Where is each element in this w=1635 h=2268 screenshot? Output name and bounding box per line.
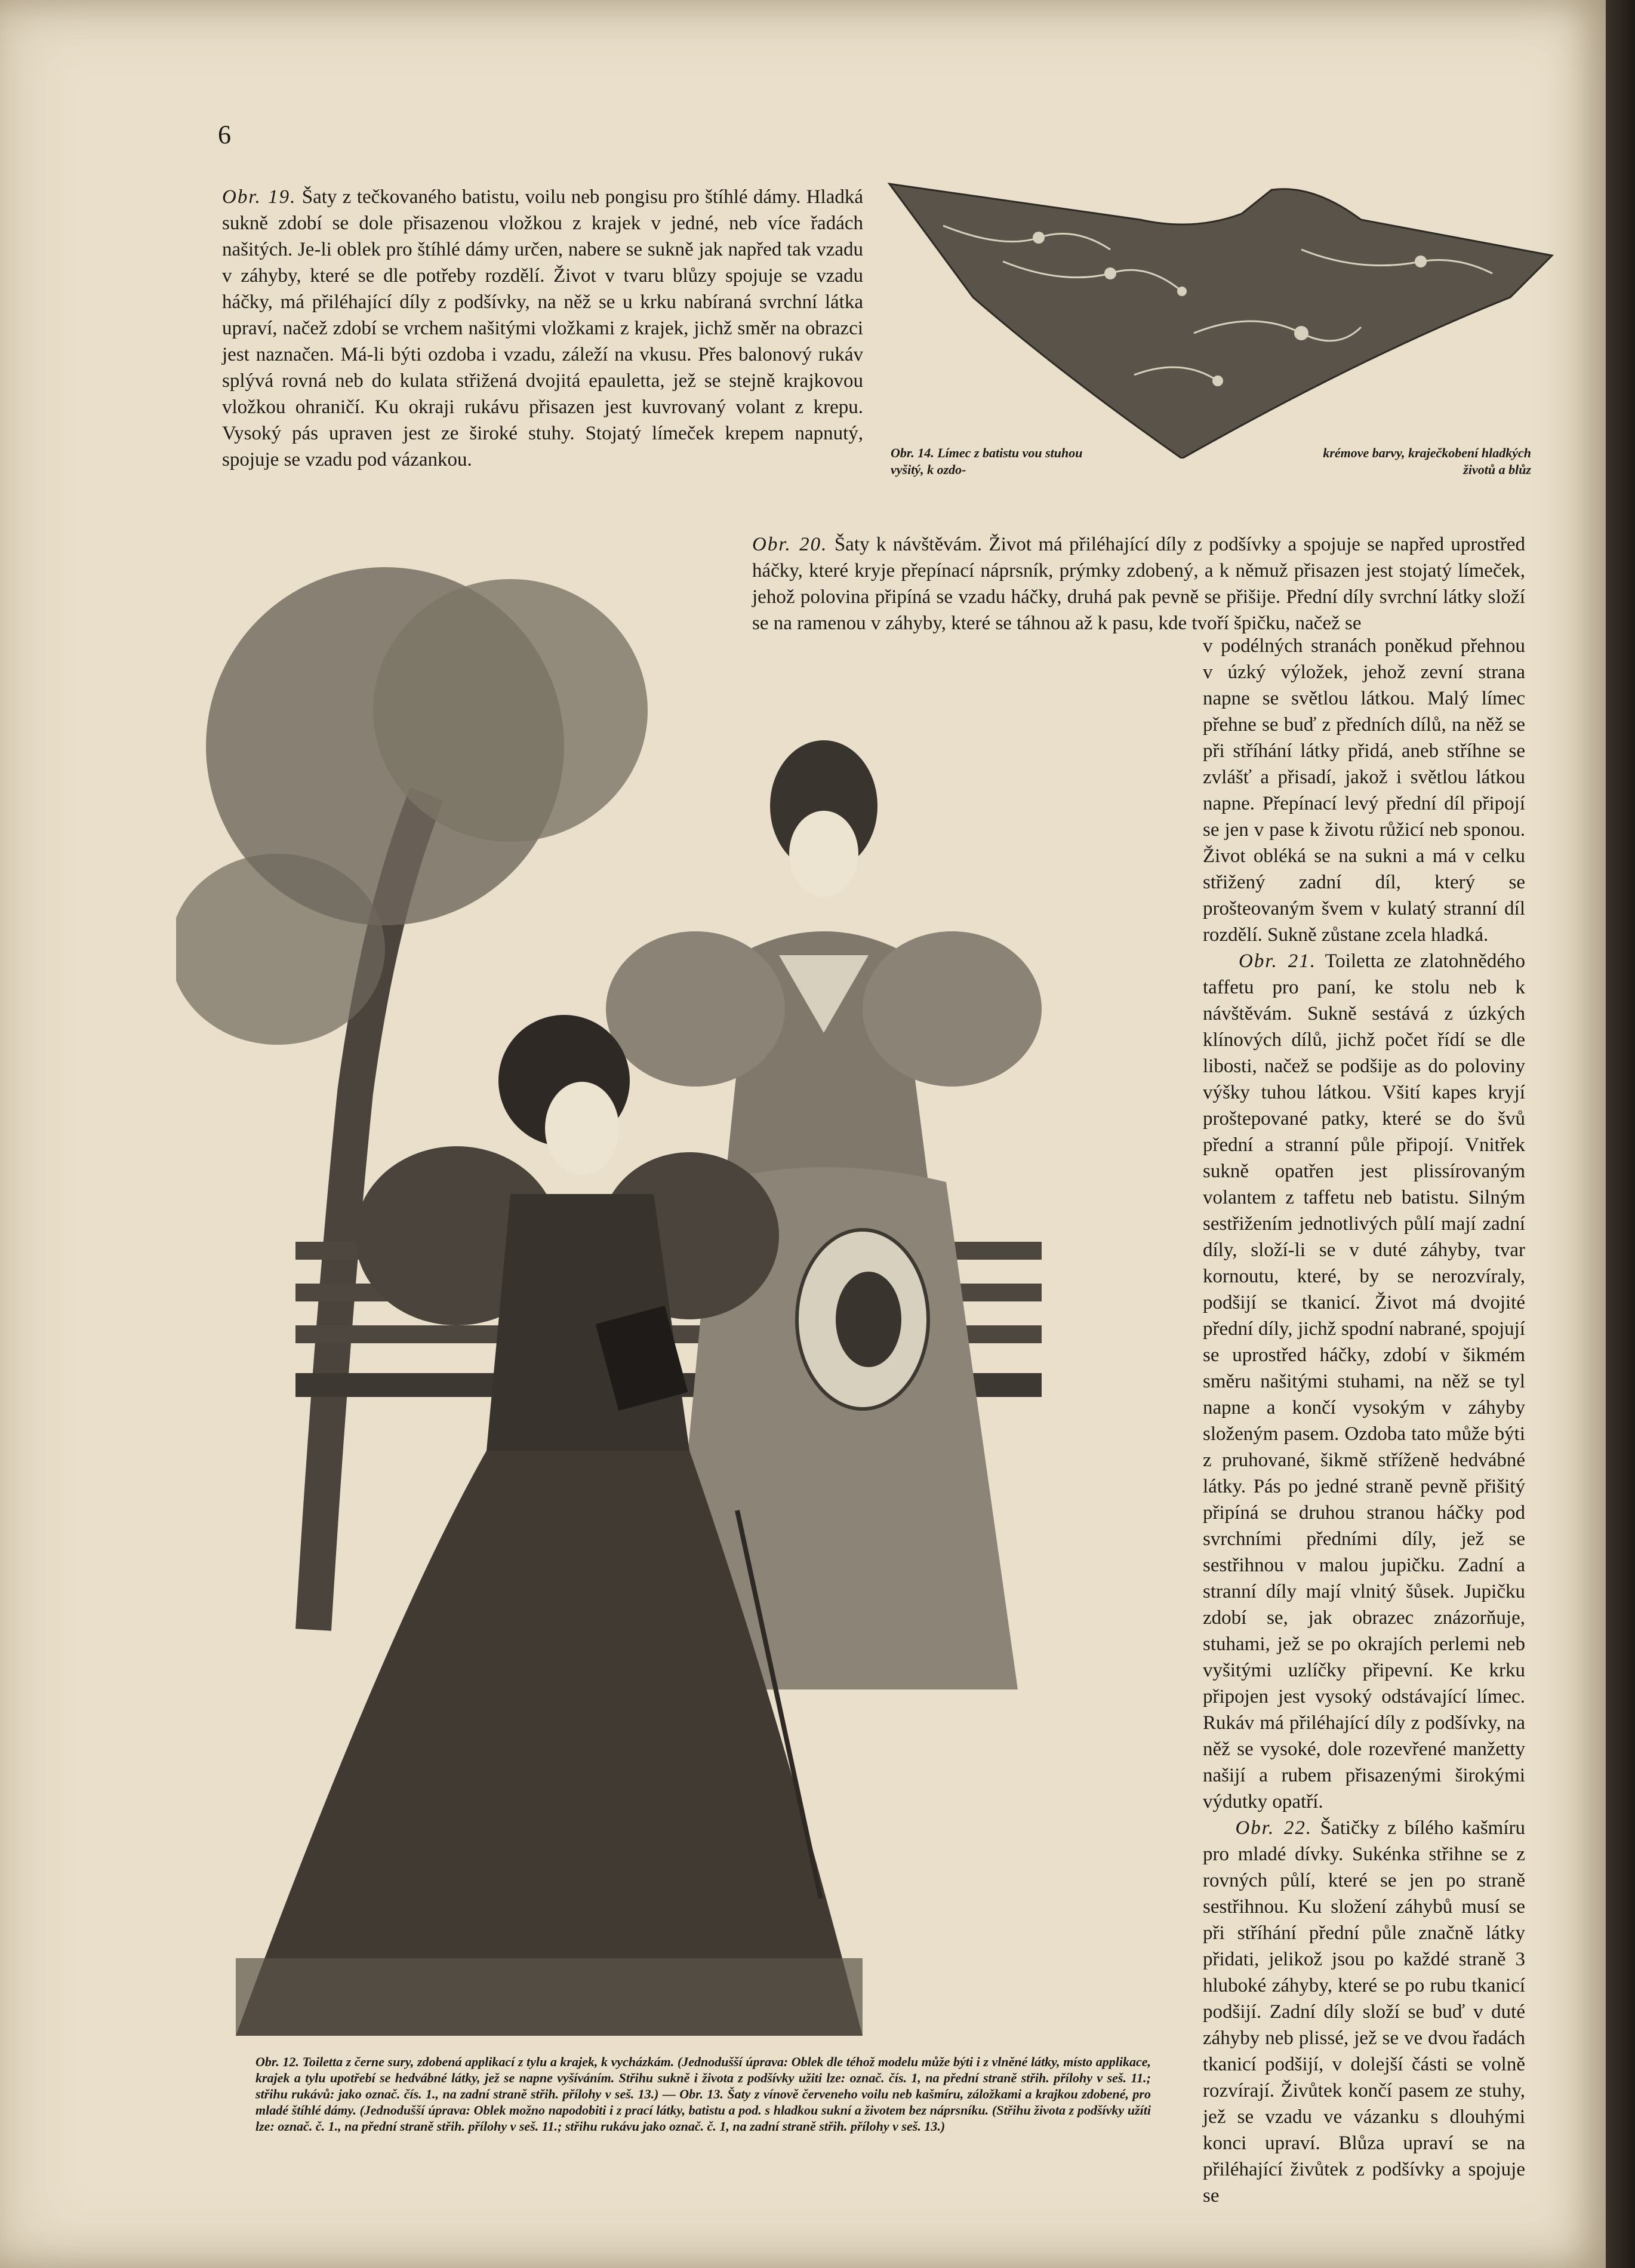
article-obr21-label: Obr. 21. — [1239, 950, 1317, 972]
article-obr21-text: Toiletta ze zlatohnědého taffetu pro paní, ke stolu neb k návštěvám. Sukně sestává z úzkých klínových dílů, jichž počet řídí se dle libosti, načež se podšije as do poloviny výšky tuhou látkou. Všití kapes kryjí proštepované patky, které se do švů přední a stranní půle připojí. Vnitřek sukně opatřen jest plissírovaným volantem z taffetu neb batistu. Silným sestřižením jednotlivých půlí mají zadní díly, složí-li se v duté záhyby, tvar kornoutu, které, by se nerozvíraly, podšijí se tkanicí. Život má dvojité přední díly, jichž spodní nabrané, spojují se uprostřed háčky, zdobí v šikmém směru našitými stuhami, na něž se tyl napne a končí vysokým v záhyby složeným pasem. Ozdoba tato může býti z pruhované, šikmě stříženě hedvábné látky. Pás po jedné straně pevně přišitý připíná se druhou stranou háčky pod svrchními předními díly, jež se sestřihnou v malou jupičku. Zadní a stranní díly mají vlnitý šůsek. Jupičku zdobí se, jak obrazec znázorňuje, stuhami, jež se po okrajích perlemi neb vyšitými uzlíčky připevní. Ke krku připojen jest vysoký odstávající límec. Rukáv má přiléhající díly z podšívky, na něž se vysoké, dole rozevřené manžetty našijí a rubem přisazenými širokými výdutky opatří. — [1203, 950, 1525, 1812]
article-obr20-text-b: v podélných stranách poněkud přehnou v úzký výložek, jehož zevní strana napne se světlou látkou. Malý límec přehne se buď z předních dílů, na něž se při stříhání látky přidá, aneb stříhne se zvlášť a přisadí, jakož i světlou látkou napne. Přepínací levý přední díl připojí se jen v pase k životu růžicí neb sponou. Život obléká se na sukni a má v celku střižený zadní díl, který se prošteovaným švem v kulatý stranní díl rozdělí. Sukně zůstane zcela hladká. — [1203, 635, 1525, 946]
article-obr19 — [222, 184, 863, 473]
article-obr19-label: Obr. 19. — [222, 186, 297, 208]
caption-obr14-right: krémove barvy, kraječkobení hladkých životů a blůz — [1323, 445, 1531, 477]
page-number: 6 — [218, 120, 231, 149]
article-obr20 — [752, 531, 1525, 636]
collar-illustration — [883, 178, 1558, 458]
caption-obr14-left: Obr. 14. Límec z batistu vou stuhou vyšitý, k ozdo- — [891, 445, 1083, 477]
right-column — [1203, 633, 1525, 2209]
article-obr20-text-a: Šaty k návštěvám. Život má přiléhající díly z podšívky a spojuje se napřed uprostřed háčky, které kryje přepínací náprsník, prýmky zdobený, a k němuž přisazen jest stojatý límeček, jehož polovina připíná se vzadu háčky, druhá pak pevně se přišije. Přední díly svrchní látky složí se na ramenou v záhyby, které se táhnou až k pasu, kde tvoří špičku, načež se — [752, 534, 1525, 634]
article-obr22-text: Šatičky z bílého kašmíru pro mladé dívky. Sukénka střihne se z rovných půlí, které se jen po straně sestřihnou. Ku složení záhybů musí se při stříhání přední půle značně látky přidati, jelikož jsou po každé straně 3 hluboké záhyby, které se po rubu tkanicí podšijí. Zadní díly složí se buď v duté záhyby neb plissé, jež se ve dvou řadách tkanicí podšijí, v dolejší části se volně rozvírají. Živůtek končí pasem ze stuhy, jež se vzadu ve vázanku s dlouhými konci upraví. Blůza upraví se na přiléhající živůtek z podšívky a spojuje se — [1203, 1817, 1526, 2207]
article-obr22-label: Obr. 22. — [1235, 1817, 1313, 1839]
caption-obr12-13: Obr. 12. Toiletta z černe sury, zdobená applikací z tylu a krajek, k vycházkám. (Jednodušší úprava: Oblek dle téhož modelu může býti i z vlněné látky, místo applikace, krajek a tylu upotřebí se hedvábné látky, jež se napne vyšíváním. Střihu sukně i života z podšívky užiti lze: označ. čís. 1, na přední straně střih. přílohy v seš. 11.; střihu rukávů: jako označ. čís. 1., na zadní straně střih. přílohy v seš. 13.) — Obr. 13. Šaty z vínově červeneho voilu neb kašmíru, záložkami a krajkou zdobené, pro mladé štíhlé dámy. (Jednodušší úprava: Oblek možno napodobiti i z prací látky, batistu a pod. s hladkou sukní a životem bez náprsníku. (Střihu života z podšívky užíti lze: označ. č. 1., na přední straně střih. přílohy v seš. 11.; střihu rukávu jako označ. č. 1, na zadní straně střih. přílohy v seš. 13.) — [255, 2054, 1151, 2134]
fashion-illustration — [176, 496, 1086, 2048]
article-obr19-text: Šaty z tečkovaného batistu, voilu neb pongisu pro štíhlé dámy. Hladká sukně zdobí se dole přisazenou vložkou z krajek v jedné, neb více řadách našitých. Je-li oblek pro štíhlé dámy určen, nabere se sukně jak napřed tak vzadu v záhyby, které se dle potřeby rozdělí. Život v tvaru blůzy spojuje se vzadu háčky, má přiléhající díly z podšívky, na něž se u krku nabíraná svrchní látka upraví, načež zdobí se vrchem našitými vložkami z krajek, jichž směr na obrazci jest naznačen. Má-li býti ozdoba i vzadu, záleží na vkusu. Přes balonový rukáv splývá rovná neb do kulata střižená dvojitá epauletta, jež se stejně krajkovou vložkou ohraničí. Ku okraji rukávu přisazen jest kuvrovaný volant z krepu. Vysoký pás upraven jest ze široké stuhy. Stojatý límeček krepem napnutý, spojuje se vzadu pod vázankou. — [222, 186, 863, 470]
binding-edge — [1606, 0, 1635, 2268]
article-obr20-label: Obr. 20. — [752, 534, 828, 555]
